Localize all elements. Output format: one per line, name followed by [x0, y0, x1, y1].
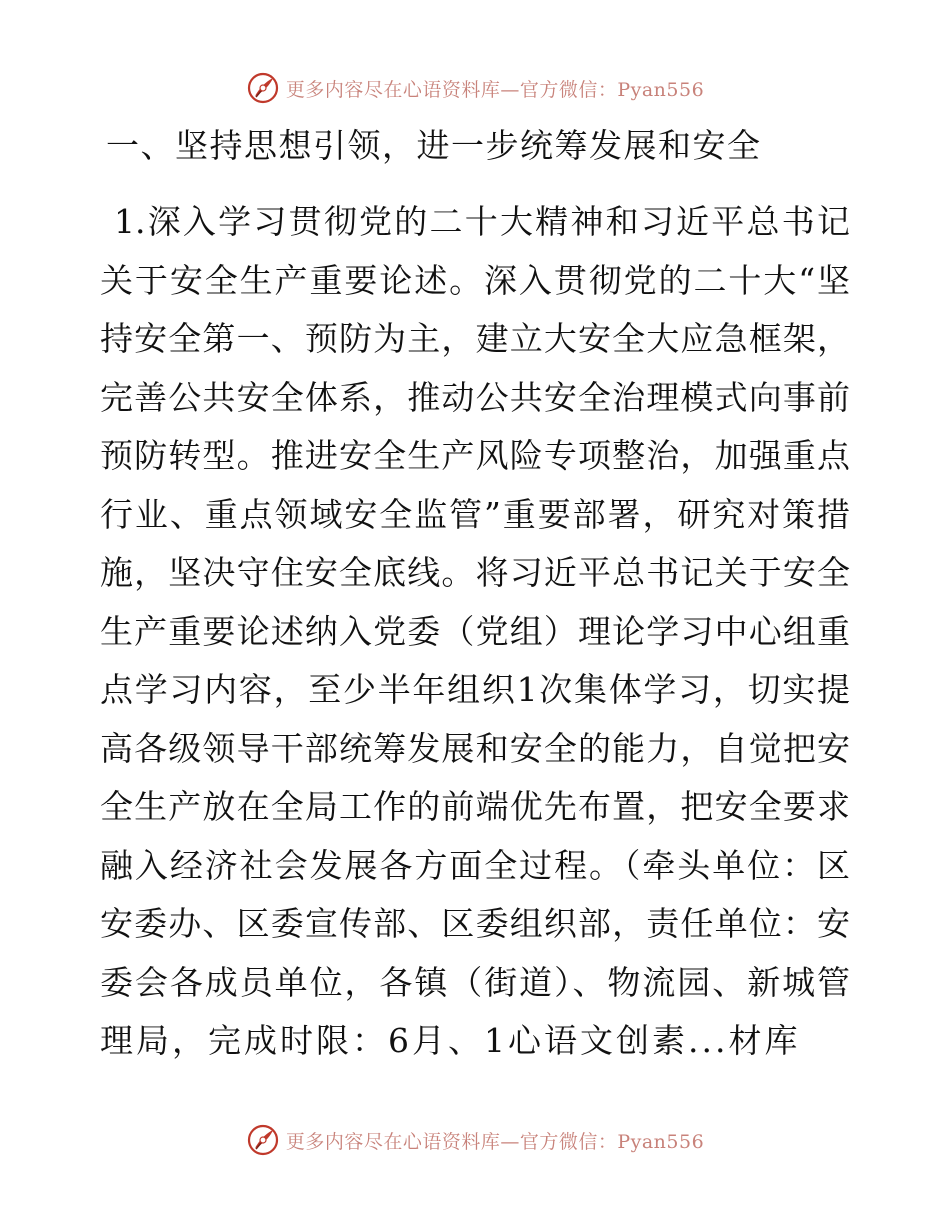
paragraph-line: 生产重要论述纳入党委（党组）理论学习中心组重 [100, 611, 850, 651]
watermark-banner-top [0, 68, 950, 108]
quill-circle-logo-icon [246, 1123, 280, 1157]
paragraph-line: 预防转型。推进安全生产风险专项整治，加强重点 [100, 436, 850, 475]
paragraph-line: 完善公共安全体系，推动公共安全治理模式向事前 [100, 377, 850, 417]
paragraph-line: 理局，完成时限：6月、1心语文创素...材库 [100, 1021, 801, 1060]
paragraph-line: 1.深入学习贯彻党的二十大精神和习近平总书记 [114, 202, 850, 241]
paragraph-line: 安委办、区委宣传部、区委组织部，责任单位：安 [100, 904, 850, 943]
section-heading: 一、坚持思想引领，进一步统筹发展和安全 [106, 126, 762, 165]
paragraph-line: 施，坚决守住安全底线。将习近平总书记关于安全 [100, 553, 850, 592]
paragraph-line: 融入经济社会发展各方面全过程。（牵头单位：区 [100, 845, 850, 885]
watermark-text: 更多内容尽在心语资料库—官方微信：Pyan556 [285, 78, 705, 101]
paragraph-line: 高各级领导干部统筹发展和安全的能力，自觉把安 [100, 728, 850, 768]
paragraph-line: 委会各成员单位，各镇（街道）、物流园、新城管 [100, 962, 850, 1002]
paragraph-line: 关于安全生产重要论述。深入贯彻党的二十大“坚 [100, 260, 850, 300]
watermark-text: 更多内容尽在心语资料库—官方微信：Pyan556 [285, 1130, 705, 1153]
paragraph-line: 全生产放在全局工作的前端优先布置，把安全要求 [100, 787, 850, 826]
body-paragraph [100, 193, 850, 1071]
watermark-banner-bottom [0, 1120, 950, 1160]
quill-circle-logo-icon [246, 71, 280, 105]
paragraph-line: 点学习内容，至少半年组织1次集体学习，切实提 [100, 670, 850, 709]
paragraph-line: 持安全第一、预防为主，建立大安全大应急框架， [100, 319, 850, 358]
paragraph-line: 行业、重点领域安全监管”重要部署，研究对策措 [100, 494, 850, 534]
